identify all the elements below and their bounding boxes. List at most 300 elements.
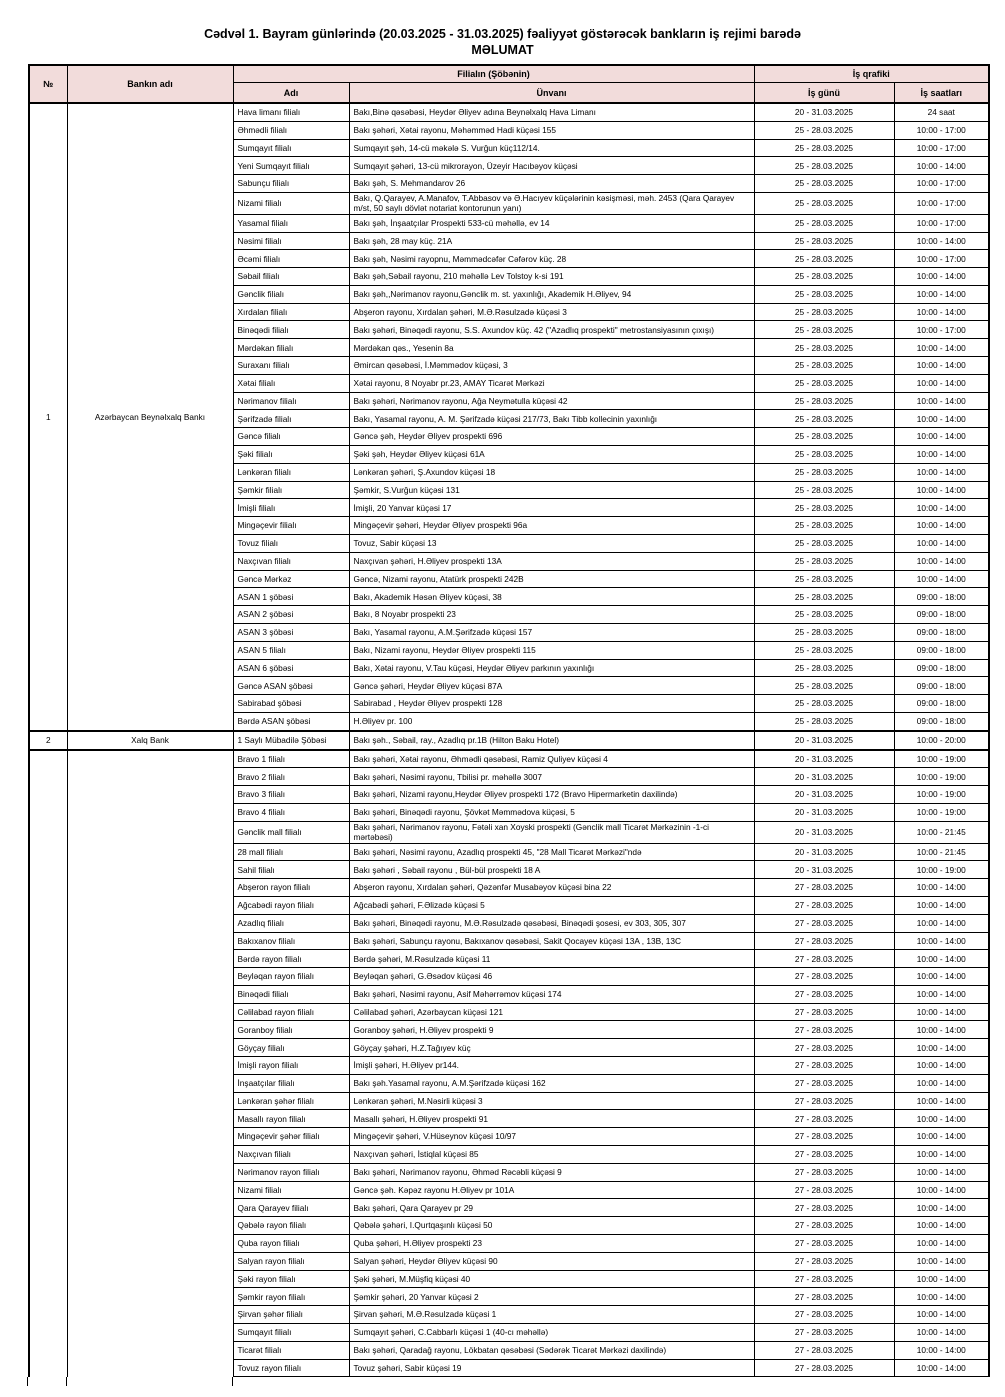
branch-name-cell: Bravo 4 filialı bbox=[233, 804, 349, 822]
branch-address-cell: İmişli şəhəri, H.Əliyev pr144. bbox=[349, 1057, 754, 1075]
work-days-cell: 27 - 28.03.2025 bbox=[754, 1217, 894, 1235]
branch-name-cell: Əcəmi filialı bbox=[233, 250, 349, 268]
branch-name-cell: Səbail filialı bbox=[233, 268, 349, 286]
branch-address-cell: Ağcabədi şəhəri, F.Əlizadə küçəsi 5 bbox=[349, 896, 754, 914]
branch-address-cell: Qəbələ şəhəri, I.Qurtqaşınlı küçəsi 50 bbox=[349, 1217, 754, 1235]
branch-name-cell: ASAN 1 şöbəsi bbox=[233, 588, 349, 606]
branch-name-cell: Sabirabad şöbəsi bbox=[233, 695, 349, 713]
branch-address-cell: Şəmkir şəhəri, 20 Yanvar küçəsi 2 bbox=[349, 1288, 754, 1306]
work-days-cell: 25 - 28.03.2025 bbox=[754, 624, 894, 642]
work-days-cell: 20 - 31.03.2025 bbox=[754, 786, 894, 804]
branch-name-cell: Sabunçu filialı bbox=[233, 175, 349, 193]
work-days-cell: 25 - 28.03.2025 bbox=[754, 121, 894, 139]
work-hours-cell: 10:00 - 14:00 bbox=[894, 1110, 989, 1128]
branch-address-cell: Bakı şəhəri, Nəsimi rayonu, Tbilisi pr. məhəllə 3007 bbox=[349, 768, 754, 786]
branch-address-cell: Gəncə şəh. Kəpəz rayonu H.Əliyev pr 101A bbox=[349, 1181, 754, 1199]
branch-address-cell: Bakı şəh.Yasamal rayonu, A.M.Şərifzadə küçəsi 162 bbox=[349, 1074, 754, 1092]
work-days-cell: 27 - 28.03.2025 bbox=[754, 1341, 894, 1359]
work-days-cell: 27 - 28.03.2025 bbox=[754, 1039, 894, 1057]
branch-address-cell: Şəmkir, S.Vurğun küçəsi 131 bbox=[349, 481, 754, 499]
work-days-cell: 25 - 28.03.2025 bbox=[754, 535, 894, 553]
work-hours-cell: 10:00 - 14:00 bbox=[894, 232, 989, 250]
bank-name-cell: Xalq Bank bbox=[67, 731, 233, 750]
branch-address-cell: Göyçay şəhəri, H.Z.Tağıyev küç bbox=[349, 1039, 754, 1057]
branch-name-cell: Salyan rayon filialı bbox=[233, 1252, 349, 1270]
work-hours-cell: 10:00 - 14:00 bbox=[894, 463, 989, 481]
work-days-cell: 20 - 31.03.2025 bbox=[754, 731, 894, 750]
work-days-cell: 25 - 28.03.2025 bbox=[754, 588, 894, 606]
branch-address-cell: Bakı şəhəri, Nərimanov rayonu, Fətəli xan Xoyski prospekti (Gənclik mall Ticarət Mərkəzinin -1-ci mərtəbəsi) bbox=[349, 821, 754, 843]
work-days-cell: 25 - 28.03.2025 bbox=[754, 641, 894, 659]
work-days-cell: 27 - 28.03.2025 bbox=[754, 1163, 894, 1181]
branch-name-cell: Nərimanov rayon filialı bbox=[233, 1163, 349, 1181]
table-row bbox=[29, 750, 989, 768]
branch-address-cell: Cəlilabad şəhəri, Azərbaycan küçəsi 121 bbox=[349, 1003, 754, 1021]
work-hours-cell: 10:00 - 21:45 bbox=[894, 821, 989, 843]
work-days-cell: 25 - 28.03.2025 bbox=[754, 446, 894, 464]
work-hours-cell: 10:00 - 14:00 bbox=[894, 570, 989, 588]
branch-name-cell: Nəsimi filialı bbox=[233, 232, 349, 250]
work-hours-cell: 10:00 - 14:00 bbox=[894, 1341, 989, 1359]
work-days-cell: 20 - 31.03.2025 bbox=[754, 821, 894, 843]
work-hours-cell: 10:00 - 14:00 bbox=[894, 410, 989, 428]
branch-address-cell: Sabirabad , Heydər Əliyev prospekti 128 bbox=[349, 695, 754, 713]
branch-name-cell: Sumqayıt filialı bbox=[233, 139, 349, 157]
branch-address-cell: Bakı, Yasamal rayonu, A.M.Şərifzadə küçəsi 157 bbox=[349, 624, 754, 642]
branch-name-cell: Bərdə rayon filialı bbox=[233, 950, 349, 968]
work-days-cell: 25 - 28.03.2025 bbox=[754, 321, 894, 339]
branch-name-cell: Gəncə ASAN şöbəsi bbox=[233, 677, 349, 695]
bank-name-cell: Azərbaycan Beynəlxalq Bankı bbox=[67, 103, 233, 731]
branch-name-cell: Əhmədli filialı bbox=[233, 121, 349, 139]
branch-name-cell: Naxçıvan filialı bbox=[233, 552, 349, 570]
branch-name-cell: ASAN 2 şöbəsi bbox=[233, 606, 349, 624]
branch-name-cell: Sumqayıt filialı bbox=[233, 1324, 349, 1342]
work-hours-cell: 10:00 - 19:00 bbox=[894, 786, 989, 804]
work-days-cell: 27 - 28.03.2025 bbox=[754, 896, 894, 914]
header-branch-group: Filialın (Şöbənin) bbox=[233, 65, 754, 83]
branch-name-cell: İmişli filialı bbox=[233, 499, 349, 517]
branch-name-cell: Ağcabədi rayon filialı bbox=[233, 896, 349, 914]
work-days-cell: 25 - 28.03.2025 bbox=[754, 357, 894, 375]
work-hours-cell: 10:00 - 14:00 bbox=[894, 1003, 989, 1021]
work-hours-cell: 10:00 - 19:00 bbox=[894, 750, 989, 768]
work-days-cell: 27 - 28.03.2025 bbox=[754, 950, 894, 968]
work-days-cell: 20 - 31.03.2025 bbox=[754, 768, 894, 786]
branch-name-cell: Beyləqan rayon filialı bbox=[233, 968, 349, 986]
branch-name-cell: Bravo 2 filialı bbox=[233, 768, 349, 786]
work-hours-cell: 10:00 - 14:00 bbox=[894, 1128, 989, 1146]
document-title-line2: MƏLUMAT bbox=[471, 43, 534, 58]
work-hours-cell: 10:00 - 17:00 bbox=[894, 175, 989, 193]
work-hours-cell: 10:00 - 14:00 bbox=[894, 1021, 989, 1039]
continuing-border-bank-col bbox=[232, 1377, 233, 1386]
branch-address-cell: Mingəçevir şəhəri, Heydər Əliyev prospekti 96a bbox=[349, 517, 754, 535]
branch-name-cell: Suraxanı filialı bbox=[233, 357, 349, 375]
work-hours-cell: 10:00 - 14:00 bbox=[894, 896, 989, 914]
work-days-cell: 25 - 28.03.2025 bbox=[754, 192, 894, 214]
work-days-cell: 20 - 31.03.2025 bbox=[754, 843, 894, 861]
branch-address-cell: Bakı şəhəri, Nəsimi rayonu, Azadlıq prospekti 45, "28 Mall Ticarət Mərkəzi"ndə bbox=[349, 843, 754, 861]
branch-address-cell: Bakı, Akademik Həsən Əliyev küçəsi, 38 bbox=[349, 588, 754, 606]
branch-address-cell: Gəncə şəh, Heydər Əliyev prospekti 696 bbox=[349, 428, 754, 446]
work-days-cell: 25 - 28.03.2025 bbox=[754, 410, 894, 428]
work-hours-cell: 10:00 - 14:00 bbox=[894, 1359, 989, 1377]
document-title-line1: Cədvəl 1. Bayram günlərində (20.03.2025 - 31.03.2025) fəaliyyət göstərəcək bankların iş rejimi barədə bbox=[204, 27, 801, 41]
work-hours-cell: 10:00 - 14:00 bbox=[894, 1092, 989, 1110]
work-hours-cell: 10:00 - 14:00 bbox=[894, 1235, 989, 1253]
work-days-cell: 20 - 31.03.2025 bbox=[754, 804, 894, 822]
branch-name-cell: Naxçıvan filialı bbox=[233, 1146, 349, 1164]
branch-name-cell: Gəncə filialı bbox=[233, 428, 349, 446]
branch-name-cell: Ticarət filialı bbox=[233, 1341, 349, 1359]
branch-address-cell: Bakı şəhəri, Binəqədi rayonu, S.S. Axundov küç. 42 ("Azadlıq prospekti" metrostansiyasının çıxışı) bbox=[349, 321, 754, 339]
work-hours-cell: 09:00 - 18:00 bbox=[894, 588, 989, 606]
table-body bbox=[29, 103, 989, 1377]
work-days-cell: 27 - 28.03.2025 bbox=[754, 879, 894, 897]
work-days-cell: 25 - 28.03.2025 bbox=[754, 428, 894, 446]
work-hours-cell: 09:00 - 18:00 bbox=[894, 624, 989, 642]
work-hours-cell: 10:00 - 14:00 bbox=[894, 914, 989, 932]
branch-name-cell: Şirvan şəhər filialı bbox=[233, 1306, 349, 1324]
branch-address-cell: Bakı şəhəri, Binəqədi rayonu, Şövkət Məmmədova küçəsi, 5 bbox=[349, 804, 754, 822]
work-hours-cell: 09:00 - 18:00 bbox=[894, 641, 989, 659]
work-hours-cell: 10:00 - 14:00 bbox=[894, 1217, 989, 1235]
work-hours-cell: 10:00 - 14:00 bbox=[894, 968, 989, 986]
branch-name-cell: 28 mall filialı bbox=[233, 843, 349, 861]
branch-address-cell: Bakı, Nizami rayonu, Heydər Əliyev prospekti 115 bbox=[349, 641, 754, 659]
branch-name-cell: Mingəçevir filialı bbox=[233, 517, 349, 535]
branch-address-cell: Bakı, 8 Noyabr prospekti 23 bbox=[349, 606, 754, 624]
work-days-cell: 27 - 28.03.2025 bbox=[754, 932, 894, 950]
work-hours-cell: 10:00 - 14:00 bbox=[894, 517, 989, 535]
work-days-cell: 27 - 28.03.2025 bbox=[754, 1252, 894, 1270]
work-days-cell: 25 - 28.03.2025 bbox=[754, 481, 894, 499]
header-no: № bbox=[29, 65, 67, 103]
work-days-cell: 27 - 28.03.2025 bbox=[754, 985, 894, 1003]
branch-name-cell: Xırdalan filialı bbox=[233, 303, 349, 321]
branch-name-cell: Masallı rayon filialı bbox=[233, 1110, 349, 1128]
bank-number-cell: 2 bbox=[29, 731, 67, 750]
branch-name-cell: Azadlıq filialı bbox=[233, 914, 349, 932]
branch-address-cell: Şəki şəh, Heydər Əliyev küçəsi 61A bbox=[349, 446, 754, 464]
header-work-hours: İş saatları bbox=[894, 83, 989, 104]
continuing-border-left bbox=[27, 1377, 28, 1386]
work-days-cell: 20 - 31.03.2025 bbox=[754, 103, 894, 121]
work-hours-cell: 10:00 - 17:00 bbox=[894, 214, 989, 232]
branch-name-cell: Göyçay filialı bbox=[233, 1039, 349, 1057]
branch-address-cell: Bakı şəhəri, Qaradağ rayonu, Lökbatan qəsəbəsi (Sədərək Ticarət Mərkəzi daxilində) bbox=[349, 1341, 754, 1359]
branch-address-cell: Tovuz, Sabir küçəsi 13 bbox=[349, 535, 754, 553]
branch-name-cell: Bakıxanov filialı bbox=[233, 932, 349, 950]
branch-address-cell: Bakı şəhəri, Nəsimi rayonu, Asif Məhərrəmov küçəsi 174 bbox=[349, 985, 754, 1003]
work-hours-cell: 10:00 - 14:00 bbox=[894, 1057, 989, 1075]
header-bank-name: Bankın adı bbox=[67, 65, 233, 103]
branch-name-cell: Nərimanov filialı bbox=[233, 392, 349, 410]
branch-address-cell: Bakı,Binə qəsəbəsi, Heydər Əliyev adına Beynəlxalq Hava Limanı bbox=[349, 103, 754, 121]
work-hours-cell: 10:00 - 17:00 bbox=[894, 250, 989, 268]
work-days-cell: 27 - 28.03.2025 bbox=[754, 968, 894, 986]
branch-address-cell: Bakı şəhəri, Nizami rayonu,Heydər Əliyev prospekti 172 (Bravo Hipermarketin daxilində) bbox=[349, 786, 754, 804]
work-hours-cell: 10:00 - 17:00 bbox=[894, 121, 989, 139]
branch-name-cell: Nizami filialı bbox=[233, 192, 349, 214]
branch-name-cell: Hava limanı filialı bbox=[233, 103, 349, 121]
work-hours-cell: 10:00 - 14:00 bbox=[894, 932, 989, 950]
branch-name-cell: Binəqədi filialı bbox=[233, 321, 349, 339]
work-hours-cell: 10:00 - 14:00 bbox=[894, 428, 989, 446]
work-hours-cell: 10:00 - 14:00 bbox=[894, 303, 989, 321]
branch-address-cell: Bakı şəh, S. Mehmandarov 26 bbox=[349, 175, 754, 193]
work-days-cell: 25 - 28.03.2025 bbox=[754, 175, 894, 193]
header-schedule-group: İş qrafiki bbox=[754, 65, 989, 83]
branch-name-cell: Qəbələ rayon filialı bbox=[233, 1217, 349, 1235]
work-days-cell: 25 - 28.03.2025 bbox=[754, 570, 894, 588]
branch-address-cell: Şəki şəhəri, M.Müşfiq küçəsi 40 bbox=[349, 1270, 754, 1288]
branch-address-cell: Masallı şəhəri, H.Əliyev prospekti 91 bbox=[349, 1110, 754, 1128]
branch-name-cell: Gənclik mall filialı bbox=[233, 821, 349, 843]
work-hours-cell: 24 saat bbox=[894, 103, 989, 121]
work-hours-cell: 10:00 - 14:00 bbox=[894, 1146, 989, 1164]
branch-name-cell: Yeni Sumqayıt filialı bbox=[233, 157, 349, 175]
work-days-cell: 25 - 28.03.2025 bbox=[754, 552, 894, 570]
branch-address-cell: Sumqayıt şəhəri, C.Cabbarlı küçəsi 1 (40-cı məhəllə) bbox=[349, 1324, 754, 1342]
work-hours-cell: 10:00 - 17:00 bbox=[894, 192, 989, 214]
work-days-cell: 27 - 28.03.2025 bbox=[754, 1235, 894, 1253]
work-hours-cell: 10:00 - 14:00 bbox=[894, 552, 989, 570]
bank-schedule-table-wrap bbox=[28, 64, 988, 1389]
branch-address-cell: Beyləqan şəhəri, G.Əsədov küçəsi 46 bbox=[349, 968, 754, 986]
work-hours-cell: 10:00 - 14:00 bbox=[894, 1181, 989, 1199]
work-days-cell: 25 - 28.03.2025 bbox=[754, 499, 894, 517]
branch-address-cell: Tovuz şəhəri, Sabir küçəsi 19 bbox=[349, 1359, 754, 1377]
work-days-cell: 20 - 31.03.2025 bbox=[754, 861, 894, 879]
work-hours-cell: 10:00 - 14:00 bbox=[894, 1039, 989, 1057]
branch-name-cell: Lənkəran şəhər filialı bbox=[233, 1092, 349, 1110]
header-address: Ünvanı bbox=[349, 83, 754, 104]
branch-address-cell: Naxçıvan şəhəri, İstiqlal küçəsi 85 bbox=[349, 1146, 754, 1164]
work-hours-cell: 10:00 - 19:00 bbox=[894, 804, 989, 822]
work-days-cell: 25 - 28.03.2025 bbox=[754, 157, 894, 175]
branch-name-cell: Goranboy filialı bbox=[233, 1021, 349, 1039]
work-hours-cell: 10:00 - 14:00 bbox=[894, 481, 989, 499]
work-days-cell: 27 - 28.03.2025 bbox=[754, 1092, 894, 1110]
branch-address-cell: Bakı şəh,,Nərimanov rayonu,Gənclik m. st. yaxınlığı, Akademik H.Əliyev, 94 bbox=[349, 285, 754, 303]
branch-name-cell: ASAN 6 şöbəsi bbox=[233, 659, 349, 677]
branch-name-cell: Lənkəran filialı bbox=[233, 463, 349, 481]
branch-address-cell: Bakı şəhəri, Sabunçu rayonu, Bakıxanov qəsəbəsi, Sakit Qocayev küçəsi 13A , 13B, 13C bbox=[349, 932, 754, 950]
branch-address-cell: Bakı şəhəri, Nərimanov rayonu, Əhməd Rəcəbli küçəsi 9 bbox=[349, 1163, 754, 1181]
work-hours-cell: 10:00 - 14:00 bbox=[894, 1288, 989, 1306]
work-days-cell: 25 - 28.03.2025 bbox=[754, 463, 894, 481]
work-days-cell: 25 - 28.03.2025 bbox=[754, 268, 894, 286]
work-days-cell: 25 - 28.03.2025 bbox=[754, 713, 894, 731]
work-hours-cell: 10:00 - 21:45 bbox=[894, 843, 989, 861]
table-row bbox=[29, 103, 989, 121]
work-days-cell: 25 - 28.03.2025 bbox=[754, 677, 894, 695]
branch-address-cell: Sumqayıt şəh, 14-cü məkələ S. Vurğun küç112/14. bbox=[349, 139, 754, 157]
branch-name-cell: Bərdə ASAN şöbəsi bbox=[233, 713, 349, 731]
branch-address-cell: İmişli, 20 Yanvar küçəsi 17 bbox=[349, 499, 754, 517]
bank-name-cell bbox=[67, 750, 233, 1377]
table-header bbox=[29, 65, 989, 103]
branch-name-cell: Cəlilabad rayon filialı bbox=[233, 1003, 349, 1021]
work-hours-cell: 10:00 - 14:00 bbox=[894, 1306, 989, 1324]
work-days-cell: 27 - 28.03.2025 bbox=[754, 1306, 894, 1324]
work-hours-cell: 10:00 - 19:00 bbox=[894, 768, 989, 786]
work-days-cell: 27 - 28.03.2025 bbox=[754, 1057, 894, 1075]
document-title bbox=[0, 26, 1005, 59]
work-hours-cell: 10:00 - 14:00 bbox=[894, 357, 989, 375]
work-days-cell: 27 - 28.03.2025 bbox=[754, 1003, 894, 1021]
branch-name-cell: Yasamal filialı bbox=[233, 214, 349, 232]
bank-schedule-table bbox=[28, 64, 990, 1377]
continuing-border-no-col bbox=[66, 1377, 67, 1386]
header-work-days: İş günü bbox=[754, 83, 894, 104]
branch-address-cell: Sumqayıt şəhəri, 13-cü mikrorayon, Üzeyir Hacıbəyov küçəsi bbox=[349, 157, 754, 175]
work-hours-cell: 10:00 - 17:00 bbox=[894, 139, 989, 157]
branch-address-cell: Lənkəran şəhəri, Ş.Axundov küçəsi 18 bbox=[349, 463, 754, 481]
branch-address-cell: Lənkəran şəhəri, M.Nəsirli küçəsi 3 bbox=[349, 1092, 754, 1110]
branch-name-cell: Gəncə Mərkəz bbox=[233, 570, 349, 588]
branch-name-cell: Tovuz filialı bbox=[233, 535, 349, 553]
work-hours-cell: 10:00 - 14:00 bbox=[894, 1324, 989, 1342]
work-hours-cell: 10:00 - 14:00 bbox=[894, 499, 989, 517]
branch-name-cell: İmişli rayon filialı bbox=[233, 1057, 349, 1075]
work-hours-cell: 10:00 - 14:00 bbox=[894, 1074, 989, 1092]
work-days-cell: 25 - 28.03.2025 bbox=[754, 232, 894, 250]
branch-address-cell: Bakı şəh,Səbail rayonu, 210 məhəllə Lev Tolstoy k-si 191 bbox=[349, 268, 754, 286]
work-hours-cell: 10:00 - 14:00 bbox=[894, 339, 989, 357]
branch-address-cell: Bakı şəhəri , Səbail rayonu , Bül-bül prospekti 18 A bbox=[349, 861, 754, 879]
branch-name-cell: Abşeron rayon filialı bbox=[233, 879, 349, 897]
branch-address-cell: Abşeron rayonu, Xırdalan şəhəri, M.Ə.Rəsulzadə küçəsi 3 bbox=[349, 303, 754, 321]
work-hours-cell: 09:00 - 18:00 bbox=[894, 659, 989, 677]
branch-name-cell: Şəki filialı bbox=[233, 446, 349, 464]
branch-name-cell: ASAN 3 şöbəsi bbox=[233, 624, 349, 642]
branch-name-cell: Mərdəkan filialı bbox=[233, 339, 349, 357]
branch-name-cell: Şərifzadə filialı bbox=[233, 410, 349, 428]
work-hours-cell: 10:00 - 17:00 bbox=[894, 321, 989, 339]
branch-name-cell: ASAN 5 filialı bbox=[233, 641, 349, 659]
branch-name-cell: Binəqədi filialı bbox=[233, 985, 349, 1003]
branch-name-cell: Gənclik filialı bbox=[233, 285, 349, 303]
work-hours-cell: 10:00 - 14:00 bbox=[894, 1252, 989, 1270]
work-hours-cell: 10:00 - 14:00 bbox=[894, 374, 989, 392]
table-row bbox=[29, 731, 989, 750]
work-days-cell: 25 - 28.03.2025 bbox=[754, 250, 894, 268]
work-hours-cell: 10:00 - 14:00 bbox=[894, 268, 989, 286]
branch-name-cell: Bravo 3 filialı bbox=[233, 786, 349, 804]
work-hours-cell: 09:00 - 18:00 bbox=[894, 695, 989, 713]
branch-address-cell: Bərdə şəhəri, M.Rəsulzadə küçəsi 11 bbox=[349, 950, 754, 968]
work-days-cell: 25 - 28.03.2025 bbox=[754, 659, 894, 677]
work-hours-cell: 10:00 - 14:00 bbox=[894, 985, 989, 1003]
work-hours-cell: 10:00 - 14:00 bbox=[894, 446, 989, 464]
work-days-cell: 27 - 28.03.2025 bbox=[754, 1074, 894, 1092]
branch-name-cell: Xətai filialı bbox=[233, 374, 349, 392]
branch-address-cell: Bakı şəh, İnşaatçılar Prospekti 533-cü məhəllə, ev 14 bbox=[349, 214, 754, 232]
work-days-cell: 20 - 31.03.2025 bbox=[754, 750, 894, 768]
branch-name-cell: Quba rayon filialı bbox=[233, 1235, 349, 1253]
branch-address-cell: Salyan şəhəri, Heydər Əliyev küçəsi 90 bbox=[349, 1252, 754, 1270]
branch-name-cell: Nizami filialı bbox=[233, 1181, 349, 1199]
branch-name-cell: Qara Qarayev filialı bbox=[233, 1199, 349, 1217]
work-hours-cell: 10:00 - 14:00 bbox=[894, 950, 989, 968]
bank-number-cell: 1 bbox=[29, 103, 67, 731]
page-break-border-stubs bbox=[28, 1377, 988, 1389]
work-hours-cell: 10:00 - 14:00 bbox=[894, 157, 989, 175]
branch-name-cell: Mingəçevir şəhər filialı bbox=[233, 1128, 349, 1146]
branch-name-cell: Sahil filialı bbox=[233, 861, 349, 879]
work-days-cell: 27 - 28.03.2025 bbox=[754, 1270, 894, 1288]
branch-name-cell: Şəki rayon filialı bbox=[233, 1270, 349, 1288]
work-hours-cell: 09:00 - 18:00 bbox=[894, 606, 989, 624]
work-days-cell: 27 - 28.03.2025 bbox=[754, 1181, 894, 1199]
branch-address-cell: Abşeron rayonu, Xırdalan şəhəri, Qəzənfər Musabəyov küçəsi bina 22 bbox=[349, 879, 754, 897]
work-days-cell: 25 - 28.03.2025 bbox=[754, 303, 894, 321]
work-days-cell: 25 - 28.03.2025 bbox=[754, 339, 894, 357]
work-days-cell: 27 - 28.03.2025 bbox=[754, 1110, 894, 1128]
branch-address-cell: Bakı şəh., Səbail, ray., Azadlıq pr.1B (Hilton Baku Hotel) bbox=[349, 731, 754, 750]
branch-address-cell: Goranboy şəhəri, H.Əliyev prospekti 9 bbox=[349, 1021, 754, 1039]
work-hours-cell: 10:00 - 14:00 bbox=[894, 1163, 989, 1181]
work-days-cell: 27 - 28.03.2025 bbox=[754, 1288, 894, 1306]
branch-address-cell: Bakı, Xətai rayonu, V.Tau küçəsi, Heydər Əliyev parkının yaxınlığı bbox=[349, 659, 754, 677]
work-days-cell: 25 - 28.03.2025 bbox=[754, 392, 894, 410]
work-hours-cell: 10:00 - 14:00 bbox=[894, 1270, 989, 1288]
work-hours-cell: 10:00 - 14:00 bbox=[894, 879, 989, 897]
work-days-cell: 25 - 28.03.2025 bbox=[754, 517, 894, 535]
branch-address-cell: Xətai rayonu, 8 Noyabr pr.23, AMAY Ticarət Mərkəzi bbox=[349, 374, 754, 392]
branch-address-cell: Bakı şəhəri, Nərimanov rayonu, Ağa Neymətulla küçəsi 42 bbox=[349, 392, 754, 410]
work-days-cell: 27 - 28.03.2025 bbox=[754, 1324, 894, 1342]
branch-name-cell: 1 Saylı Mübadilə Şöbəsi bbox=[233, 731, 349, 750]
branch-name-cell: Tovuz rayon filialı bbox=[233, 1359, 349, 1377]
work-days-cell: 27 - 28.03.2025 bbox=[754, 914, 894, 932]
bank-number-cell bbox=[29, 750, 67, 1377]
work-hours-cell: 10:00 - 19:00 bbox=[894, 861, 989, 879]
branch-address-cell: Bakı şəh, 28 may küç. 21A bbox=[349, 232, 754, 250]
branch-address-cell: Bakı, Yasamal rayonu, A. M. Şərifzadə küçəsi 217/73, Bakı Tibb kollecinin yaxınlığı bbox=[349, 410, 754, 428]
work-hours-cell: 10:00 - 14:00 bbox=[894, 392, 989, 410]
work-days-cell: 25 - 28.03.2025 bbox=[754, 285, 894, 303]
work-days-cell: 27 - 28.03.2025 bbox=[754, 1359, 894, 1377]
work-days-cell: 25 - 28.03.2025 bbox=[754, 139, 894, 157]
branch-name-cell: Şəmkir rayon filialı bbox=[233, 1288, 349, 1306]
work-days-cell: 27 - 28.03.2025 bbox=[754, 1146, 894, 1164]
work-days-cell: 25 - 28.03.2025 bbox=[754, 695, 894, 713]
branch-address-cell: Naxçıvan şəhəri, H.Əliyev prospekti 13A bbox=[349, 552, 754, 570]
branch-address-cell: Bakı şəhəri, Binəqədi rayonu, M.Ə.Rəsulzadə qəsəbəsi, Binəqədi şosesi, ev 303, 305, 307 bbox=[349, 914, 754, 932]
branch-address-cell: H.Əliyev pr. 100 bbox=[349, 713, 754, 731]
work-hours-cell: 09:00 - 18:00 bbox=[894, 713, 989, 731]
branch-address-cell: Əmircan qəsəbəsi, İ.Məmmədov küçəsi, 3 bbox=[349, 357, 754, 375]
branch-address-cell: Bakı şəhəri, Xətai rayonu, Əhmədli qəsəbəsi, Ramiz Quliyev küçəsi 4 bbox=[349, 750, 754, 768]
header-branch-name: Adı bbox=[233, 83, 349, 104]
branch-address-cell: Mərdəkan qəs., Yesenin 8a bbox=[349, 339, 754, 357]
branch-address-cell: Gəncə şəhəri, Heydər Əliyev küçəsi 87A bbox=[349, 677, 754, 695]
work-hours-cell: 09:00 - 18:00 bbox=[894, 677, 989, 695]
work-days-cell: 27 - 28.03.2025 bbox=[754, 1021, 894, 1039]
work-days-cell: 25 - 28.03.2025 bbox=[754, 214, 894, 232]
branch-address-cell: Bakı şəhəri, Qara Qarayev pr 29 bbox=[349, 1199, 754, 1217]
branch-address-cell: Bakı, Q.Qarayev, A.Manafov, T.Abbasov və Ə.Hacıyev küçələrinin kəsişməsi, məh. 2453 (Qara Qarayev m/st, 50 saylı dövlət notariat kontorunun yanı) bbox=[349, 192, 754, 214]
branch-address-cell: Mingəçevir şəhəri, V.Hüseynov küçəsi 10/97 bbox=[349, 1128, 754, 1146]
branch-address-cell: Quba şəhəri, H.Əliyev prospekti 23 bbox=[349, 1235, 754, 1253]
work-hours-cell: 10:00 - 20:00 bbox=[894, 731, 989, 750]
work-hours-cell: 10:00 - 14:00 bbox=[894, 285, 989, 303]
work-days-cell: 25 - 28.03.2025 bbox=[754, 606, 894, 624]
